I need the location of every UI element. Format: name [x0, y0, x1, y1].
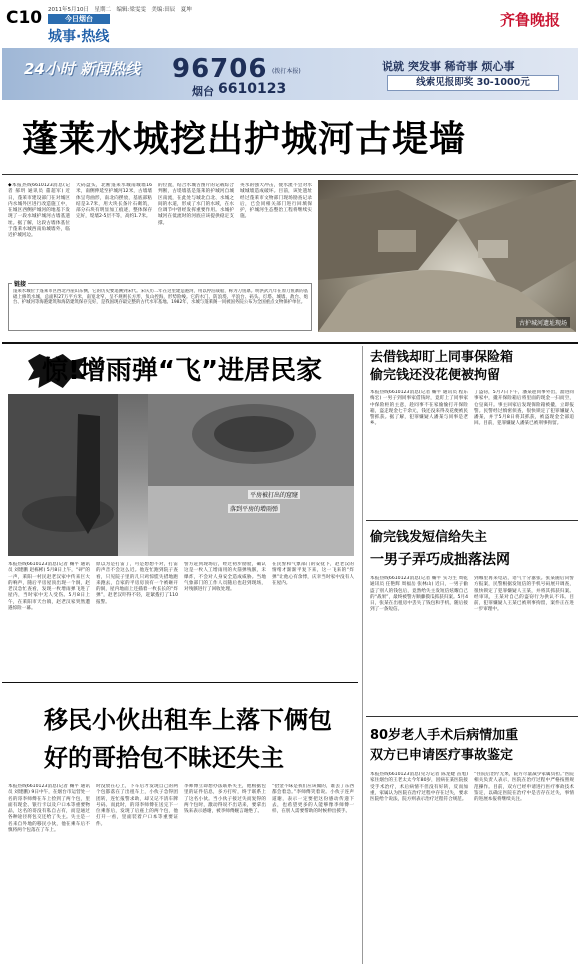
story3-column-2: 时没放在心上，下车后才发现自己的两个包都落在了出租车上，小伙子急得团团转，连忙报警求助，却又记不清车牌号码。而此时，的哥李师傅在送完下一位乘客后，发现了后座上的两个包，他打开一看，里面装着户口本等重要证件。	[96, 784, 178, 827]
story2-photo-caption-1: 平房被打出的窟窿	[250, 492, 299, 499]
link-text: 蓬莱水城位于蓬莱市区西北丹崖山东侧，它的历史要追溯到宋代。宋庆历二年在这里建造港湾，用以停泊战船，称为刀鱼寨。明洪武九年在原刀鱼寨的基础上修筑水城，总面积27万平方米，南宽北窄，呈不规则长方形，负山控海，形势险峻。它的水门、防浪堤、平浪台、码头、灯塔、城墙、敌台、炮台、护城河等海港建筑和海防建筑保存完好，是我国现存最完整的古代水军基地。1982年，水城与蓬莱阁一同被国务院公布为全国重点文物保护单位。	[13, 289, 308, 306]
side1-divider	[366, 520, 578, 521]
lead-photo	[318, 180, 576, 332]
story3-column-1: 本报热线6610123消息(记者 鞠平 通讯员 刘建鹏) 9日中午，在烟台市运营处一名的哥李师傅在车上捡到了两个包，里面有现金、银行卡以及户口本等重要物品，这名的哥没有私自占有，而是通过各种途径将包交还给了失主。失主是一名来自外地的移民小伙，他在乘车后不慎将两个包落在了车上。	[8, 784, 90, 834]
link-box	[8, 283, 312, 331]
story2-photo	[8, 394, 354, 556]
story2-column-4: 在民警和气象部门的安抚下，赵老汉的情绪才渐渐平复下来，这一飞来的“炸弹”让他心有余悸，庆幸当时家中没有人在屋内。	[272, 562, 354, 586]
lead-column-3: 的位置，结合水城古图片的记载综合判断，古堤墙基是蓬莱的护城河自城区南流，在此处与城北自北、水城之间的水道，形成了水门的水域，在水位调节中曾经发挥重要作用。水城护城河在低流时的河底应该提供稳定支撑。	[158, 183, 234, 226]
story3-column-4: “拾金不昧是我们应该做的，谁丢了东西都会着急。”李师傅笑着说。小伙子连声道谢，表示一定要把这份感动传递下去，也希望更多的人能够像李师傅一样，在别人需要帮助的时候伸出援手。	[272, 784, 354, 815]
side2-headline-1: 偷完钱发短信给失主	[370, 530, 488, 545]
story2-rule	[362, 346, 363, 964]
banner-slogan: 说就 突发事 稀奇事 烦心事	[382, 60, 515, 73]
lead-column-4: 英水的强大冲击，使水流不会对水城城墙造成破坏。目前，该处遗址经过蓬莱市文物部门现场勘查记录后，已会同相关部门进行回填保护，护城河生态整治工程将继续实施。	[240, 183, 312, 220]
side1-headline-1: 去借钱却盯上同事保险箱	[370, 350, 514, 365]
story2-headline: 惊!增雨弹“飞”进居民家	[42, 356, 323, 386]
lead-divider	[2, 174, 578, 175]
lead-headline: 蓬莱水城挖出护城河古堤墙	[22, 119, 467, 160]
hotline-number: 96706	[172, 54, 268, 84]
section-divider-1	[2, 342, 578, 344]
story2-divider	[2, 682, 358, 683]
reward-box	[387, 75, 559, 91]
yantai-number: 6610123	[218, 81, 287, 97]
reward-text: 线索见报即奖 30-1000元	[416, 77, 530, 88]
section-title: 城事·热线	[48, 29, 110, 45]
excavation-illustration	[318, 180, 576, 332]
story2-column-1: 本报热线6610123消息(记者 鞠平 通讯员 刘建鹏 赵栋彬) 5月8日上午，“砰”的一声，莱阳一村民赵老汉家中传来巨大的响声，随后平房屋顶出现一个洞，赵老汉急忙查看，发现一枚增雨弹飞进了屋内，当时家中无人受伤。5月8日上午，在莱阳市天台镇，赵老汉家突然遭遇惊险一幕。	[8, 562, 90, 612]
story3-headline-1: 移民小伙出租车上落下俩包	[44, 706, 332, 734]
hotline-suffix: (拨打本报)	[272, 68, 301, 75]
side3-column-2: “住院后治疗无果，院方尽量减少家属负担。”医院相关负责人表示，医院在治疗过程中严格按照规范操作。目前，双方已经申请进行医疗事故技术鉴定，以确定医院在治疗中是否存在过失，事情的进展本报将继续关注。	[474, 772, 574, 803]
side1-column-1: 本报热线6610123消息(记者 鞠平 通讯员 程东 梅宏) 一男子到同事家借钱时，竟盯上了同事家中保险柜的主意，趁同事不在家偷偷打开保险箱，盗走现金七千余元，钱还没来得及花便被民警抓获。据了解，犯罪嫌疑人潘某与同事是老乡。	[370, 390, 468, 427]
side2-divider	[366, 716, 578, 717]
date-line: 2011年5月10日 星期二 编辑:梁雯雯 美编:田辰 夏坤	[48, 7, 192, 13]
story2-headline-box	[28, 352, 323, 390]
page-number: C10	[6, 8, 43, 28]
lead-column-2: 大码盘头，北断蓬莱水城南城墙16米，南侧伸延至护城河12米，古墙墙体呈弯曲形，南北向摆放，基底部粘结是3.7米，用大块长条片石砌筑，部分石块有明显加工痕迹，整体保存完好，堤墙2-5层不等，高约1.7米。	[76, 183, 152, 220]
lead-column-1: ◆本报热线6610123消息(记者 郝玥 通讯员 董超军) 近日，蓬莱市建设部门在对城区内水城外区进行改造施工中，在城区西侧护城河的地基下发现了一段水城护城河古墙基遗址。据了解，这段古墙体基位于蓬莱水城西南角城墙外，临近护城河边。	[8, 183, 70, 239]
hotline-label: 24小时 新闻热线	[24, 60, 141, 78]
side2-column-2: 到哪里再来电话，语气十分嚣张。张某随后向警方报案，民警根据发短信的手机号码展开调查，很快锁定了犯罪嫌疑人王某，并将其抓获归案。经审讯，王某对自己的盗窃行为供认不讳。目前，犯罪嫌疑人王某已被刑事拘留，案件正在进一步审理中。	[474, 576, 574, 613]
masthead	[0, 0, 580, 48]
yantai-label: 烟台	[192, 85, 214, 98]
side3-headline-2: 双方已申请医疗事故鉴定	[370, 748, 514, 763]
lead-photo-caption: 古护城河遗址现场	[516, 317, 570, 328]
link-tag: 链接	[14, 281, 27, 288]
side1-headline-2: 偷完钱还没花便被拘留	[370, 368, 501, 383]
section-tag: 今日烟台	[48, 14, 110, 24]
rocket-illustration	[8, 394, 354, 556]
story2-column-3: 警方赶到现场后，经过初步勘验，确认这是一枚人工增雨用的火箭弹残骸，未爆炸，不会对人身安全造成威胁。当地气象部门的工作人员随后也赶到现场，对残骸进行了回收处理。	[184, 562, 266, 593]
story3-headline-2: 好的哥拾包不昧还失主	[44, 744, 284, 772]
story3-column-3: 李师傅立即想办法联系失主，他根据包里的证件信息，多方打听，终于联系上了这名小伙。当小伙子接过失而复得的两个包时，激动得说不出话来，要拿出钱来表示感谢，被李师傅婉言谢绝了。	[184, 784, 266, 815]
hotline-banner	[2, 48, 578, 100]
paper-logo: 齐鲁晚报	[500, 11, 561, 29]
side3-column-1: 本报热线6610123消息(见习记者 陈龙婕 苗旭) 家住烟台的王老太太今年80岁，因病在某医院接受手术治疗，术后病情不但没有好转，反而加重，家属认为医院在治疗过程中存在过失，要求医院给个说法，院方则表示治疗过程符合规范。	[370, 772, 468, 803]
story2-photo-caption-2: 落到平房的增雨弹	[230, 506, 279, 513]
side1-column-2: 了盗窃，5月7日下午，潘某趁同事外出，溜进同事家中，撬开保险箱后将里面的现金一扫而空，仓皇离开。事主回家后发现保险箱被撬，立即报警。民警经过缜密侦查，很快锁定了犯罪嫌疑人潘某，并于5月8日将其抓获，被盗现金全部追回。目前，犯罪嫌疑人潘某已被刑事拘留。	[474, 390, 574, 427]
story2-column-2: 原以为是打雷了，可是想想不对，打雷的声音不会这么近。他连忙跑到院子查看，只见院子里的几只鸡惊慌失措地跑来跑去，自家的平房房顶有一个被砸开的洞，屋内地面上还插着一枚长长的“炸弹”，赵老汉吓得不轻，赶紧拨打了110报警。	[96, 562, 178, 605]
side3-headline-1: 80岁老人手术后病情加重	[370, 728, 519, 743]
side2-headline-2: 一男子弄巧成拙落法网	[370, 552, 510, 568]
side2-column-1: 本报热线6610123消息(记者 鞠平 实习生 周乾 通讯员 任艳辉 周福岳 张林山) 近日，一男子偷盗了别人的钱包后，竟然给失主发短信炫耀自己的“战果”，最终被警方顺藤摸瓜抓获归案。5月4日，张某在出租房中丢失了钱包和手机，随后接到了一条短信。	[370, 576, 468, 613]
